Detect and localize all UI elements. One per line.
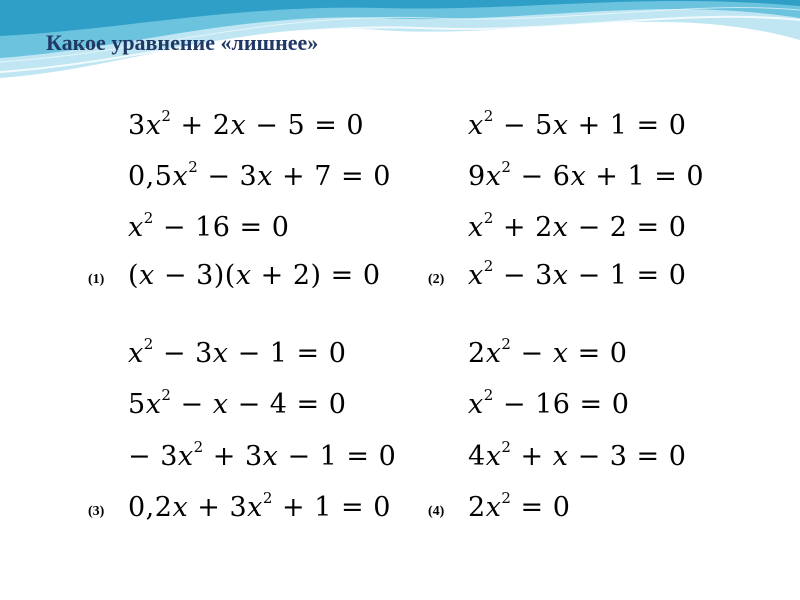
equation-4-2: $x^2 - 16 = 0$ xyxy=(468,386,630,420)
equation-3-3: − $3x^2 + 3x - 1 = 0$ xyxy=(128,438,397,472)
group-label-4: (4) xyxy=(428,504,445,519)
equation-2-1: $x^2 - 5x + 1 = 0$ xyxy=(468,107,687,141)
equation-4-3: $4x^2 + x - 3 = 0$ xyxy=(468,438,687,472)
equation-4-4: $2x^2 = 0$ xyxy=(468,489,571,523)
equation-4-1: $2x^2 - x = 0$ xyxy=(468,335,628,369)
equation-3-4: $0,2x + 3x^2 + 1 = 0$ xyxy=(128,489,391,523)
equation-3-2: $5x^2 - x - 4 = 0$ xyxy=(128,386,347,420)
slide-title: Какое уравнение «лишнее» xyxy=(46,30,319,55)
equation-2-3: $x^2 + 2x - 2 = 0$ xyxy=(468,209,687,243)
equation-1-1: $3x^2 + 2x - 5 = 0$ xyxy=(128,107,365,141)
equation-3-1: $x^2 - 3x - 1 = 0$ xyxy=(128,335,347,369)
equation-1-2: $0,5x^2 - 3x + 7 = 0$ xyxy=(128,158,391,192)
equation-1-3: $x^2 - 16 = 0$ xyxy=(128,209,290,243)
group-label-3: (3) xyxy=(88,504,105,519)
equation-2-2: $9x^2 - 6x + 1 = 0$ xyxy=(468,158,705,192)
equation-1-4: (x − 3)(x + 2) = 0 xyxy=(128,260,381,291)
group-label-1: (1) xyxy=(88,272,105,287)
group-label-2: (2) xyxy=(428,272,445,287)
equation-2-4: $x^2 - 3x - 1 = 0$ xyxy=(468,257,687,291)
